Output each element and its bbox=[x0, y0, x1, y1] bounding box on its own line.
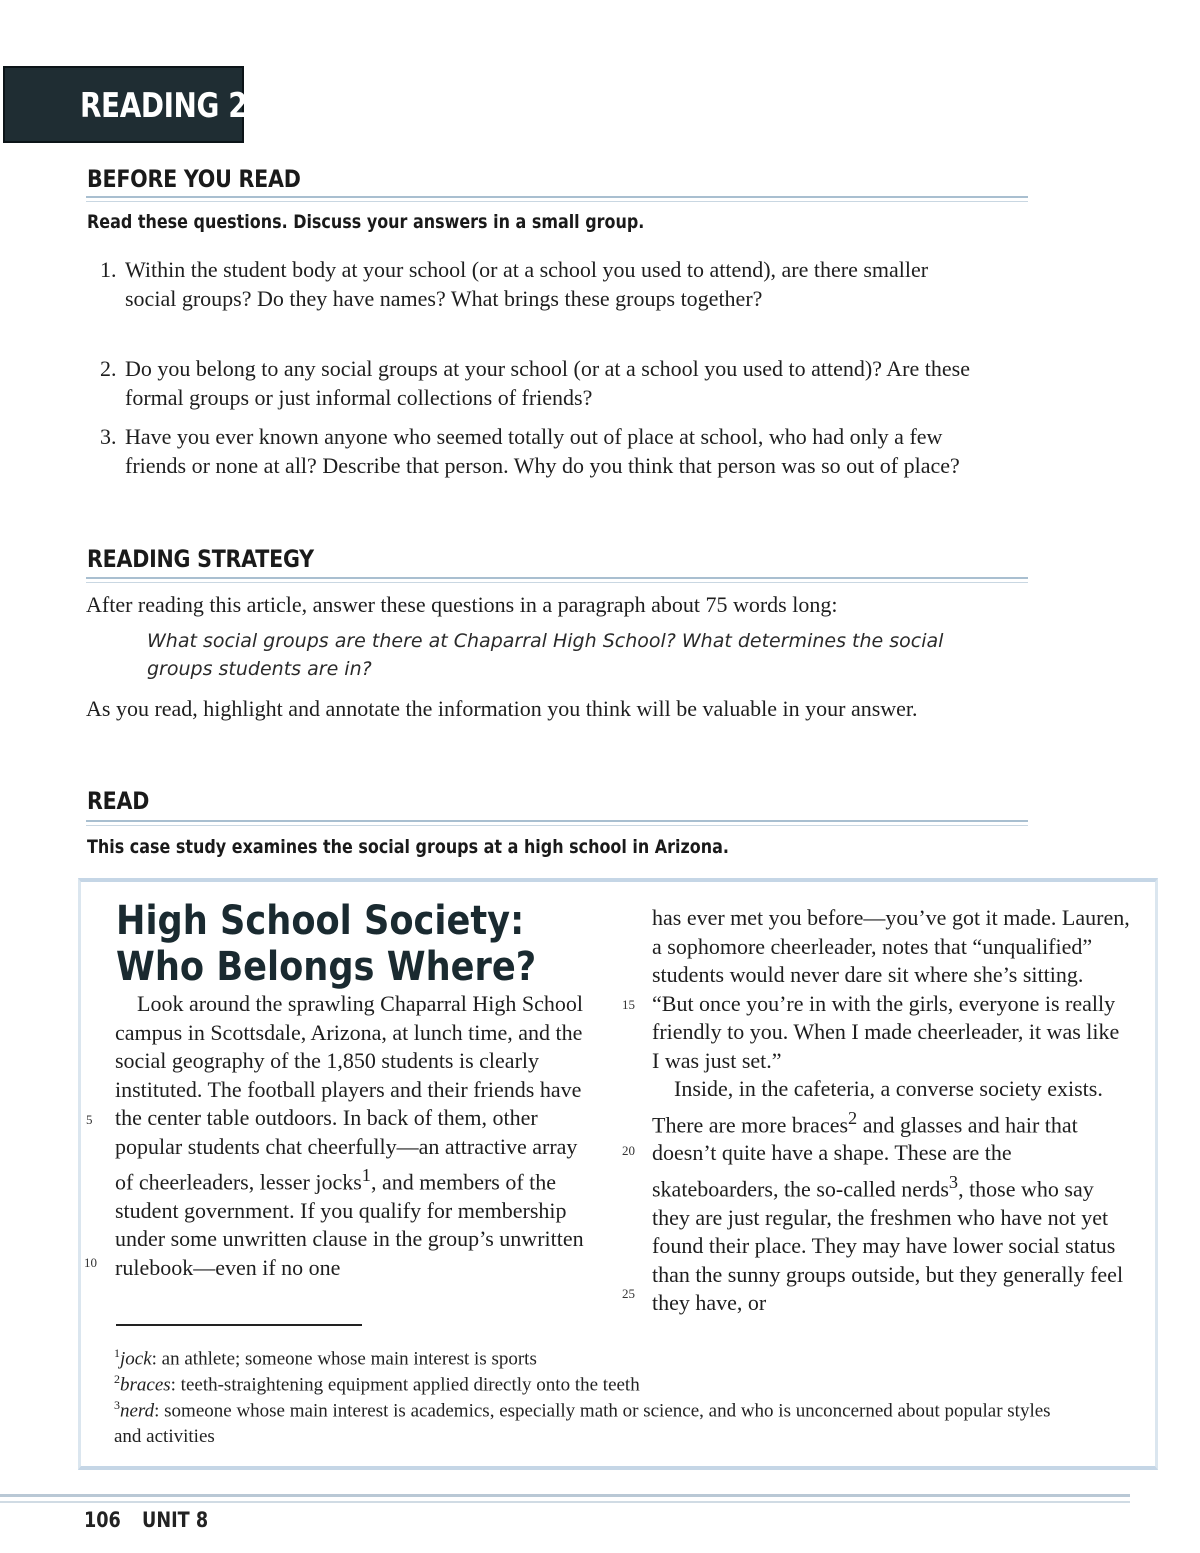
question-number: 1. bbox=[100, 257, 117, 282]
footnote-term: nerd bbox=[120, 1400, 155, 1422]
strategy-outro: As you read, highlight and annotate the information you think will be valuable in your answer. bbox=[86, 696, 918, 721]
strategy-prompt: What social groups are there at Chaparral High School? What determines the social groups students are in? bbox=[147, 630, 944, 680]
question-number: 3. bbox=[100, 424, 117, 449]
footnote-definition: : an athlete; someone whose main interest is sports bbox=[151, 1348, 537, 1370]
article-title-line: High School Society: bbox=[116, 898, 525, 944]
question-2 bbox=[100, 354, 980, 412]
footnote-divider bbox=[116, 1324, 362, 1326]
footnote-3 bbox=[114, 1392, 1054, 1450]
article-text: , those who say they are just regular, the freshmen who have not yet found their place. They may have lower social status than the sunny groups outside, but they generally feel they have, or bbox=[652, 1176, 1124, 1316]
line-number: 20 bbox=[622, 1143, 635, 1158]
footnote-mark: 1 bbox=[114, 1346, 120, 1360]
line-number: 15 bbox=[622, 997, 635, 1012]
line-number: 5 bbox=[86, 1112, 93, 1127]
footnote-ref: 2 bbox=[848, 1107, 858, 1128]
footnote-mark: 3 bbox=[114, 1398, 120, 1412]
article-title bbox=[116, 898, 536, 990]
article-right-column bbox=[652, 904, 1130, 1318]
question-text: Have you ever known anyone who seemed totally out of place at school, who had only a few friends or none at all? Describe that person. Why do you think that person was so out of place? bbox=[125, 424, 960, 478]
article-title-line: Who Belongs Where? bbox=[116, 944, 537, 990]
article-text: Inside, in the cafeteria, a converse society exists. There are more braces bbox=[652, 1076, 1103, 1137]
question-number: 2. bbox=[100, 356, 117, 381]
article-text: and glasses and hair that doesn’t quite have a shape. These are the skateboarders, the so-called nerds bbox=[652, 1111, 1078, 1202]
unit-label: UNIT 8 bbox=[142, 1508, 209, 1532]
before-instruction: Read these questions. Discuss your answers in a small group. bbox=[87, 211, 645, 233]
divider bbox=[86, 196, 1028, 202]
article-text: , and members of the student government. If you qualify for membership under some unwritten clause in the group’s unwritten rulebook—even if no one bbox=[115, 1169, 584, 1280]
question-3 bbox=[100, 422, 980, 480]
question-text: Do you belong to any social groups at your school (or at a school you used to attend)? Are these formal groups or just informal collections of friends? bbox=[125, 356, 970, 410]
question-1 bbox=[100, 255, 980, 313]
question-text: Within the student body at your school (or at a school you used to attend), are there smaller social groups? Do they have names? What brings these groups together? bbox=[125, 257, 929, 311]
footer-divider bbox=[0, 1494, 1130, 1503]
article-text: Look around the sprawling Chaparral High School campus in Scottsdale, Arizona, at lunch time, and the social geography of the 1,850 students is clearly instituted. The football players and their friends have the center table outdoors. In back of them, other popular students chat cheerfully—an attractive array of cheerleaders, lesser jocks bbox=[115, 991, 584, 1195]
footnote-ref: 1 bbox=[361, 1165, 371, 1185]
divider bbox=[86, 820, 1028, 826]
footnote-term: braces bbox=[120, 1374, 171, 1396]
footnote-term: jock bbox=[120, 1348, 152, 1370]
article-paragraph bbox=[115, 990, 593, 1282]
article-paragraph: has ever met you before—you’ve got it made. Lauren, a sophomore cheerleader, notes that “unqualified” students would never dare sit where she’s sitting. “But once you’re in with the girls, everyone is really friendly to you. When I made cheerleader, it was like I was just set.” bbox=[652, 905, 1130, 1073]
read-instruction: This case study examines the social groups at a high school in Arizona. bbox=[87, 836, 729, 858]
article-paragraph bbox=[652, 1075, 1130, 1318]
footnote-mark: 2 bbox=[114, 1372, 120, 1386]
footnote-ref: 3 bbox=[948, 1171, 959, 1192]
read-heading: READ bbox=[87, 787, 150, 815]
section-title: READING 2 bbox=[80, 86, 248, 126]
divider bbox=[86, 577, 1028, 583]
line-number: 10 bbox=[84, 1255, 97, 1270]
footnote-definition: : teeth-straightening equipment applied directly onto the teeth bbox=[170, 1374, 640, 1396]
strategy-intro: After reading this article, answer these questions in a paragraph about 75 words long: bbox=[86, 592, 838, 617]
footnote-definition: : someone whose main interest is academics, especially math or science, and who is unconcerned about popular styles and activities bbox=[114, 1400, 1051, 1448]
article-left-column bbox=[115, 990, 593, 1282]
before-you-read-heading: BEFORE YOU READ bbox=[87, 165, 301, 193]
reading-strategy-heading: READING STRATEGY bbox=[87, 545, 314, 573]
page-number: 106 bbox=[84, 1508, 121, 1532]
line-number: 25 bbox=[622, 1286, 635, 1301]
